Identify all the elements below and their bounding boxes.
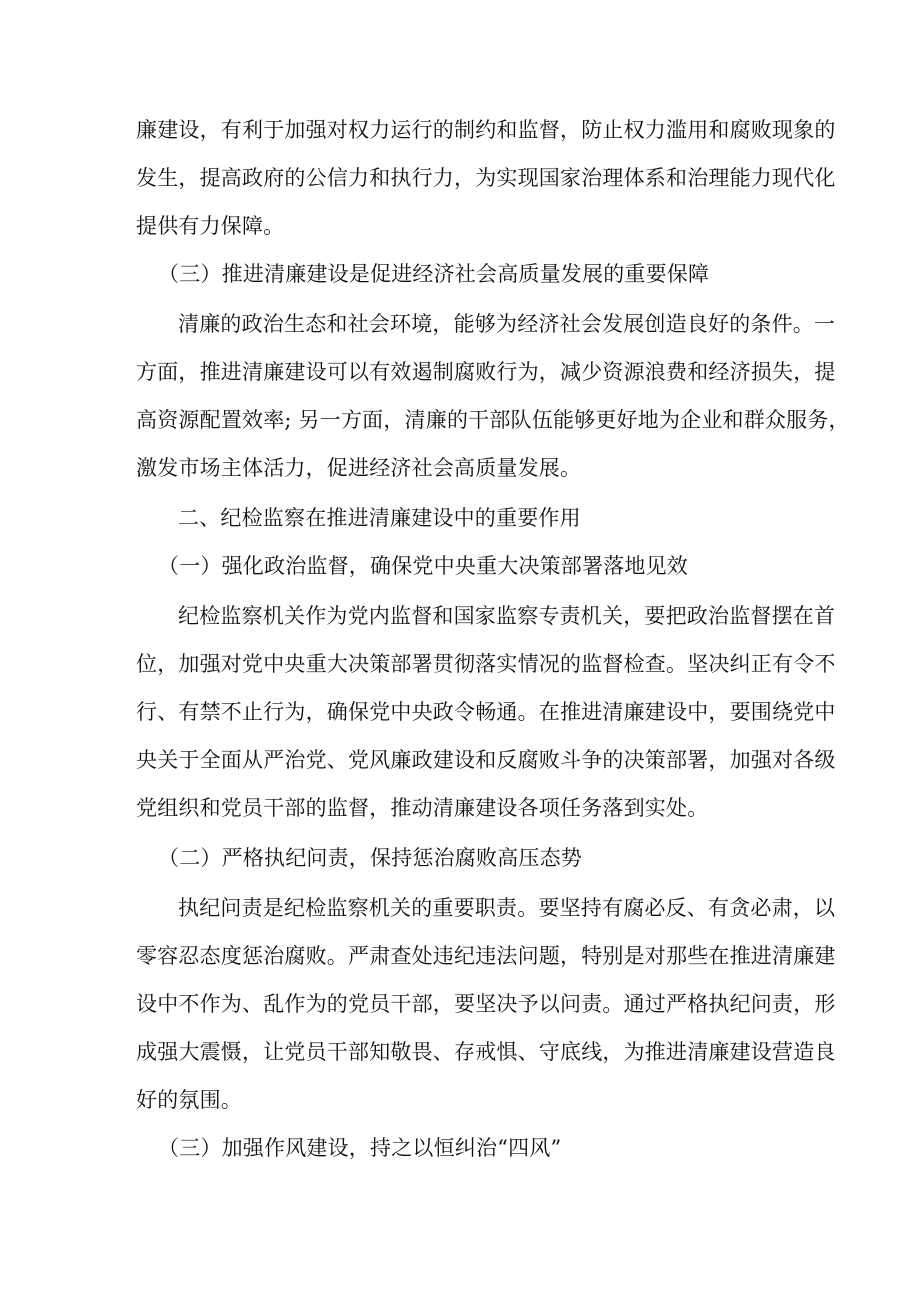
body-text-line: 高资源配置效率; 另一方面，清廉的干部队伍能够更好地为企业和群众服务，: [136, 408, 850, 432]
body-text-line: 提供有力保障。: [136, 214, 285, 238]
body-text-line: 成强大震慑，让党员干部知敬畏、存戒惧、守底线，为推进清廉建设营造良: [136, 1040, 836, 1064]
subsection-heading: （二）严格执纪问责，保持惩治腐败高压态势: [158, 846, 582, 870]
body-text-line: 设中不作为、乱作为的党员干部，要坚决予以问责。通过严格执纪问责，形: [136, 992, 836, 1016]
body-text-line: 纪检监察机关作为党内监督和国家监察专责机关，要把政治监督摆在首: [178, 604, 836, 628]
body-text-line: 清廉的政治生态和社会环境，能够为经济社会发展创造良好的条件。一: [178, 312, 836, 336]
body-text-line: 位，加强对党中央重大决策部署贯彻落实情况的监督检查。坚决纠正有令不: [136, 652, 836, 676]
body-text-line: 激发市场主体活力，促进经济社会高质量发展。: [136, 456, 582, 480]
body-text-line: 方面，推进清廉建设可以有效遏制腐败行为，减少资源浪费和经济损失，提: [136, 360, 836, 384]
body-text-line: 行、有禁不止行为，确保党中央政令畅通。在推进清廉建设中，要围绕党中: [136, 700, 836, 724]
body-text-line: 零容忍态度惩治腐败。严肃查处违纪违法问题，特别是对那些在推进清廉建: [136, 944, 836, 968]
section-heading: 二、纪检监察在推进清廉建设中的重要作用: [178, 506, 581, 530]
body-text-line: 廉建设，有利于加强对权力运行的制约和监督，防止权力滥用和腐败现象的: [136, 118, 836, 142]
body-text-line: 央关于全面从严治党、党风廉政建设和反腐败斗争的决策部署，加强对各级: [136, 748, 836, 772]
subsection-heading: （一）强化政治监督，确保党中央重大决策部署落地见效: [158, 554, 688, 578]
body-text-line: 发生，提高政府的公信力和执行力，为实现国家治理体系和治理能力现代化: [136, 166, 836, 190]
body-text-line: 党组织和党员干部的监督，推动清廉建设各项任务落到实处。: [136, 796, 709, 820]
body-text-line: 好的氛围。: [136, 1088, 242, 1112]
body-text-line: 执纪问责是纪检监察机关的重要职责。要坚持有腐必反、有贪必肃，以: [178, 896, 836, 920]
subsection-heading: （三）加强作风建设，持之以恒纠治“四风”: [158, 1136, 562, 1160]
subsection-heading: （三）推进清廉建设是促进经济社会高质量发展的重要保障: [158, 262, 710, 286]
